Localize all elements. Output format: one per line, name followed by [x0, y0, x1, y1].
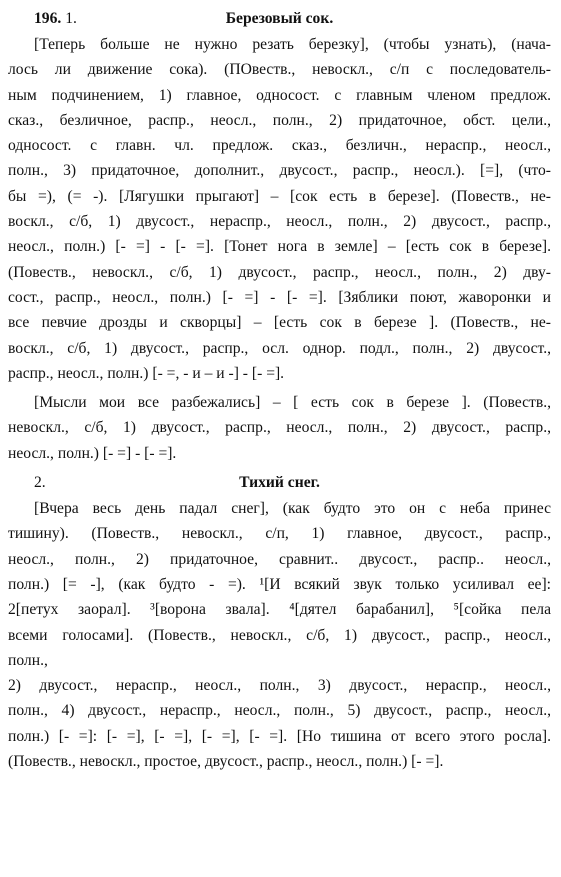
text-line: неосл., полн.) [- =] - [- =]. [Тонет нога в земле] – [есть сок в березе]. [8, 238, 551, 256]
text-line: полн., [8, 651, 48, 669]
part1-paragraph-1 [8, 32, 551, 386]
part2-label: 2. [34, 474, 46, 492]
exercise-header [8, 6, 551, 32]
text-line: полн.) [- =]: [- =], [- =], [- =], [- =]. [Но тишина от всего этого росла]. [8, 727, 551, 745]
text-line: все певчие дрозды и скворцы] – [есть сок в березе ]. (Повеств., не- [8, 314, 551, 332]
text-line: лось ли движение сока). (ПОвеств., невоскл., с/п с последователь- [8, 61, 551, 79]
part2-title: Тихий снег. [239, 474, 320, 492]
text-line: односост. с главн. чл. предлож. сказ., безличн., нераспр., неосл., [8, 137, 551, 155]
text-line: (Повеств., невоскл., простое, двусост., распр., неосл., полн.) [- =]. [8, 753, 444, 771]
part2-header [8, 470, 551, 496]
text-line: 2[петух заорал]. ³[ворона звала]. ⁴[дятел барабанил], ⁵[сойка пела [8, 601, 551, 619]
text-line: неосл., полн.) [- =] - [- =]. [8, 444, 177, 462]
exercise-number: 196. [34, 10, 62, 27]
text-line: воскл., с/б, 1) двусост., нераспр., неосл., полн., 2) двусост., распр., [8, 213, 551, 231]
part1-paragraph-2 [8, 390, 551, 466]
text-line: полн., 3) придаточное, дополнит., двусост., распр., неосл.). [=], (что- [8, 162, 551, 180]
text-line: полн.) [= -], (как будто - =). ¹[И всякий звук только усиливал ее]: [8, 575, 551, 593]
part1-title: Березовый сок. [225, 10, 334, 27]
text-line: полн., 4) двусост., нераспр., неосл., полн., 5) двусост., распр., неосл., [8, 702, 551, 720]
text-line: невоскл., с/б, 1) двусост., распр., неосл., полн., 2) двусост., распр., [8, 419, 551, 437]
text-line: (Повеств., невоскл., с/б, 1) двусост., распр., неосл., полн., 2) дву- [8, 263, 551, 281]
text-line: 2) двусост., нераспр., неосл., полн., 3) двусост., нераспр., неосл., [8, 677, 551, 695]
text-line: сказ., безличное, распр., неосл., полн., 2) придаточное, обст. цели., [8, 111, 551, 129]
text-line: ным подчинением, 1) главное, односост. с главным членом предлож. [8, 86, 551, 104]
text-line: [Вчера весь день падал снег], (как будто это он с неба принес [34, 500, 551, 518]
text-line: бы =), (= -). [Лягушки прыгают] – [сок есть в березе]. (Повеств., не- [8, 187, 551, 205]
text-line: всеми голосами]. (Повеств., невоскл., с/б, 1) двусост., распр., неосл., [8, 626, 551, 644]
text-line: неосл., полн., 2) придаточное, сравнит.. двусост., распр.. неосл., [8, 550, 551, 568]
text-line: распр., неосл., полн.) [- =, - и – и -] - [- =]. [8, 364, 285, 382]
part2-paragraph [8, 496, 551, 774]
text-line: воскл., с/б, 1) двусост., распр., осл. однор. подл., полн., 2) двусост., [8, 339, 551, 357]
text-line: тишину). (Повеств., невоскл., с/п, 1) главное, двусост., распр., [8, 525, 551, 543]
text-line: [Мысли мои все разбежались] – [ есть сок в березе ]. (Повеств., [34, 394, 551, 412]
text-line: сост., распр., неосл., полн.) [- =] - [- =]. [Зяблики поют, жаворонки и [8, 288, 551, 306]
part1-label: 1. [65, 10, 77, 27]
text-line: [Теперь больше не нужно резать березку], (чтобы узнать), (нача- [34, 36, 551, 53]
